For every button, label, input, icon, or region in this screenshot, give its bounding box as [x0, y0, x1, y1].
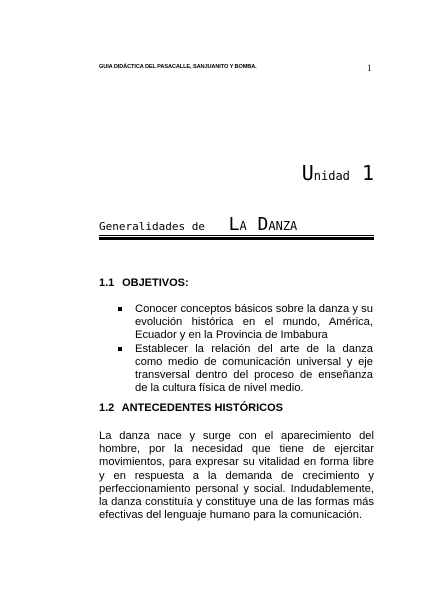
- unit-number: 1: [361, 161, 374, 185]
- section-heading-objetivos: [99, 277, 189, 289]
- body-paragraph: La danza nace y surge con el aparecimiento del hombre, por la necesidad que tiene de ejercitar movimientos, para expresar su vitalidad en forma libre y en respuesta a la demanda de crecimiento y perfeccionamiento personal y social. Indudablemente, la danza constituía y constituye una de las formas más efectivas del lenguaje humano para la comunicación.: [99, 430, 374, 522]
- list-item-text: Establecer la relación del arte de la danza como medio de comunicación universal y eje transversal dentro del proceso de enseñanza de la cultura física de nivel medio.: [135, 342, 373, 395]
- section-title: ANTECEDENTES HISTÓRICOS: [121, 402, 284, 414]
- unit-heading: [302, 161, 374, 185]
- chapter-rule-thick: [99, 237, 374, 240]
- chapter-title-initial-1: L: [228, 214, 240, 235]
- page-number: 1: [367, 63, 372, 73]
- running-header: GUIA DIDÁCTICA DEL PASACALLE, SANJUANITO Y BOMBA.: [99, 64, 257, 70]
- square-bullet-icon: [118, 307, 122, 311]
- section-title: OBJETIVOS:: [122, 277, 189, 289]
- square-bullet-icon: [118, 347, 122, 351]
- section-number: 1.2: [99, 402, 115, 414]
- unit-word-rest: nidad: [313, 169, 350, 183]
- section-number: 1.1: [99, 277, 115, 289]
- chapter-title-rest-2: ANZA: [268, 219, 298, 233]
- list-item-text: Conocer conceptos básicos sobre la danza y su evolución histórica en el mundo, América, Ecuador y en la Provincia de Imbabura: [135, 303, 373, 342]
- list-item: [117, 303, 373, 343]
- section-heading-antecedentes: [99, 402, 283, 414]
- chapter-rule-thin: [99, 235, 374, 236]
- chapter-title: [229, 214, 298, 235]
- list-item: [117, 343, 373, 396]
- chapter-title-initial-2: D: [257, 214, 269, 235]
- objectives-list: [117, 303, 373, 395]
- unit-word-initial: U: [301, 161, 314, 185]
- chapter-heading: [99, 214, 297, 235]
- chapter-title-rest-1: A: [239, 219, 247, 233]
- chapter-prefix: Generalidades de: [99, 220, 205, 233]
